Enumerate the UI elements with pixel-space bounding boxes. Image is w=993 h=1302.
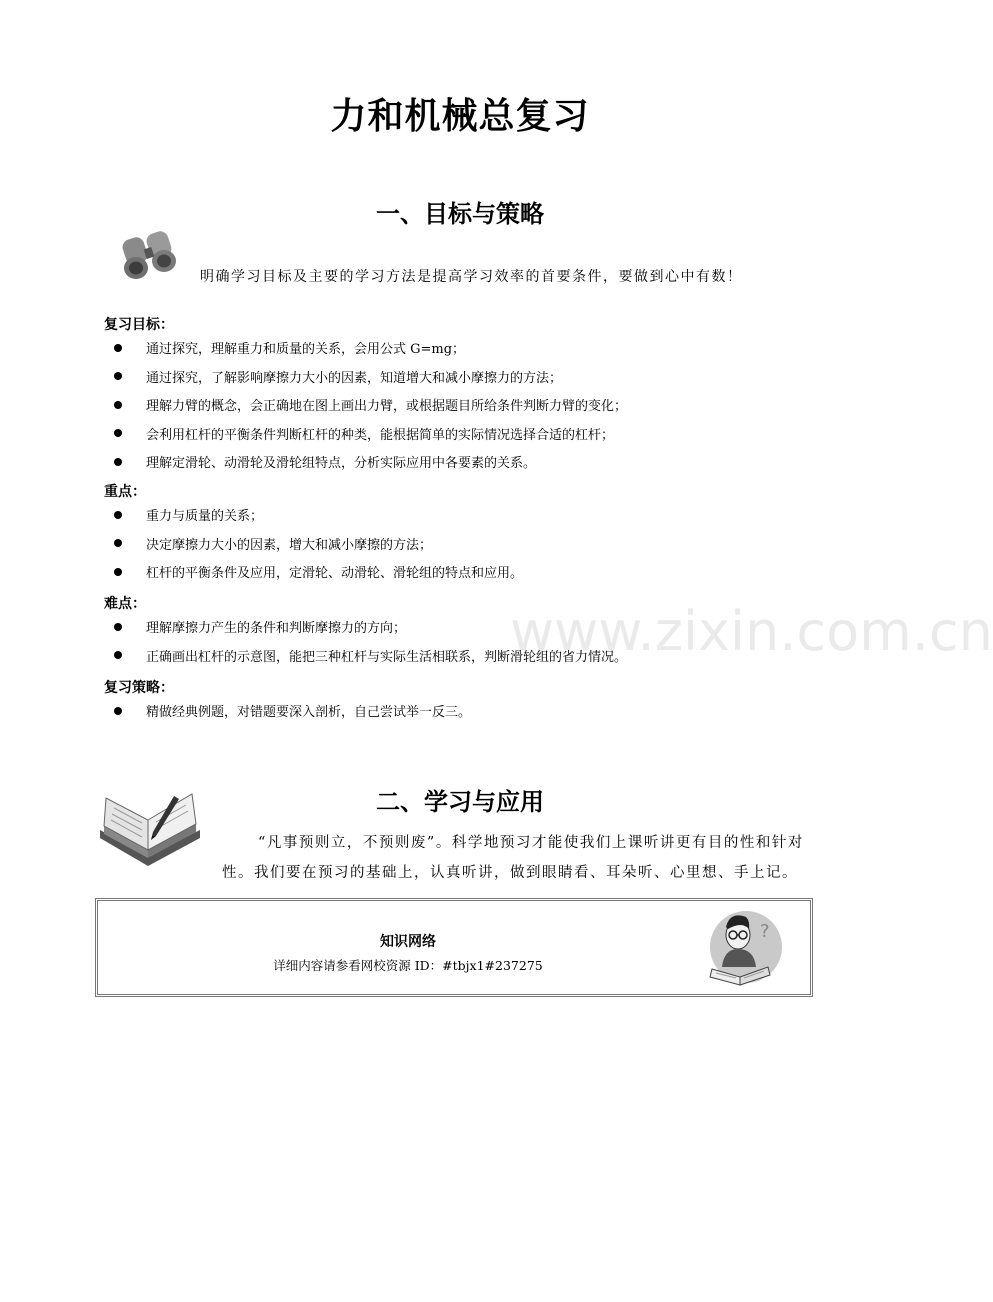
bullet-icon [114, 372, 122, 380]
svg-text:?: ? [760, 921, 770, 942]
reading-man-icon [702, 907, 784, 991]
knowledge-box-title: 知识网络 [380, 934, 436, 950]
bullet-icon [114, 707, 122, 715]
list-item-text: 通过探究，理解重力和质量的关系，会用公式 G=mg； [146, 342, 466, 357]
binoculars-icon [118, 230, 184, 282]
list-item-text: 杠杆的平衡条件及应用，定滑轮、动滑轮、滑轮组的特点和应用。 [146, 566, 524, 581]
list-item [114, 367, 562, 386]
list-item-text: 理解摩擦力产生的条件和判断摩擦力的方向； [146, 621, 407, 636]
list-item-text: 通过探究，了解影响摩擦力大小的因素，知道增大和减小摩擦力的方法； [146, 370, 563, 386]
list-item [114, 395, 627, 414]
list-item [114, 701, 471, 720]
group-label: 复习策略： [104, 680, 174, 696]
list-item-text: 重力与质量的关系； [146, 509, 264, 524]
bullet-icon [114, 401, 122, 409]
section2-quote: “凡事预则立，不预则废”。科学地预习才能使我们上课听讲更有目的性和针对性。我们要在预习的基础上，认真听讲，做到眼睛看、耳朵听、心里想、手上记。 [222, 835, 804, 881]
bullet-icon [114, 651, 122, 659]
page-title: 力和机械总复习 [330, 96, 590, 137]
bullet-icon [114, 539, 122, 547]
section1-heading: 一、目标与策略 [376, 200, 544, 228]
bullet-icon [114, 458, 122, 466]
list-item [114, 452, 536, 471]
list-item-text: 会利用杠杆的平衡条件判断杠杆的种类，能根据简单的实际情况选择合适的杠杆； [146, 427, 615, 443]
list-item-text: 精做经典例题，对错题要深入剖析，自己尝试举一反三。 [146, 705, 472, 720]
list-item [114, 338, 465, 357]
list-item [114, 534, 432, 553]
section1-intro: 明确学习目标及主要的学习方法是提高学习效率的首要条件，要做到心中有数！ [200, 269, 743, 285]
bullet-icon [114, 429, 122, 437]
bullet-icon [114, 344, 122, 352]
bullet-icon [114, 511, 122, 519]
list-item [114, 505, 263, 524]
list-item [114, 424, 614, 443]
section2-heading: 二、学习与应用 [376, 788, 544, 816]
list-item [114, 562, 523, 581]
list-item-text: 决定摩擦力大小的因素，增大和减小摩擦的方法； [146, 537, 433, 553]
list-item [114, 617, 406, 636]
open-book-pen-icon [96, 780, 204, 870]
list-item-text: 理解力臂的概念，会正确地在图上画出力臂，或根据题目所给条件判断力臂的变化； [146, 399, 628, 414]
bullet-icon [114, 568, 122, 576]
list-item-text: 理解定滑轮、动滑轮及滑轮组特点，分析实际应用中各要素的关系。 [146, 456, 537, 471]
group-label: 复习目标： [104, 317, 174, 333]
knowledge-box [95, 898, 813, 997]
group-label: 重点： [104, 484, 146, 500]
list-item-text: 正确画出杠杆的示意图，能把三种杠杆与实际生活相联系，判断滑轮组的省力情况。 [146, 649, 628, 665]
group-label: 难点： [104, 596, 146, 612]
bullet-icon [114, 623, 122, 631]
knowledge-box-subtitle: 详细内容请参看网校资源 ID：#tbjx1#237275 [273, 958, 543, 973]
watermark: www.zixin.com.cn [510, 600, 993, 663]
